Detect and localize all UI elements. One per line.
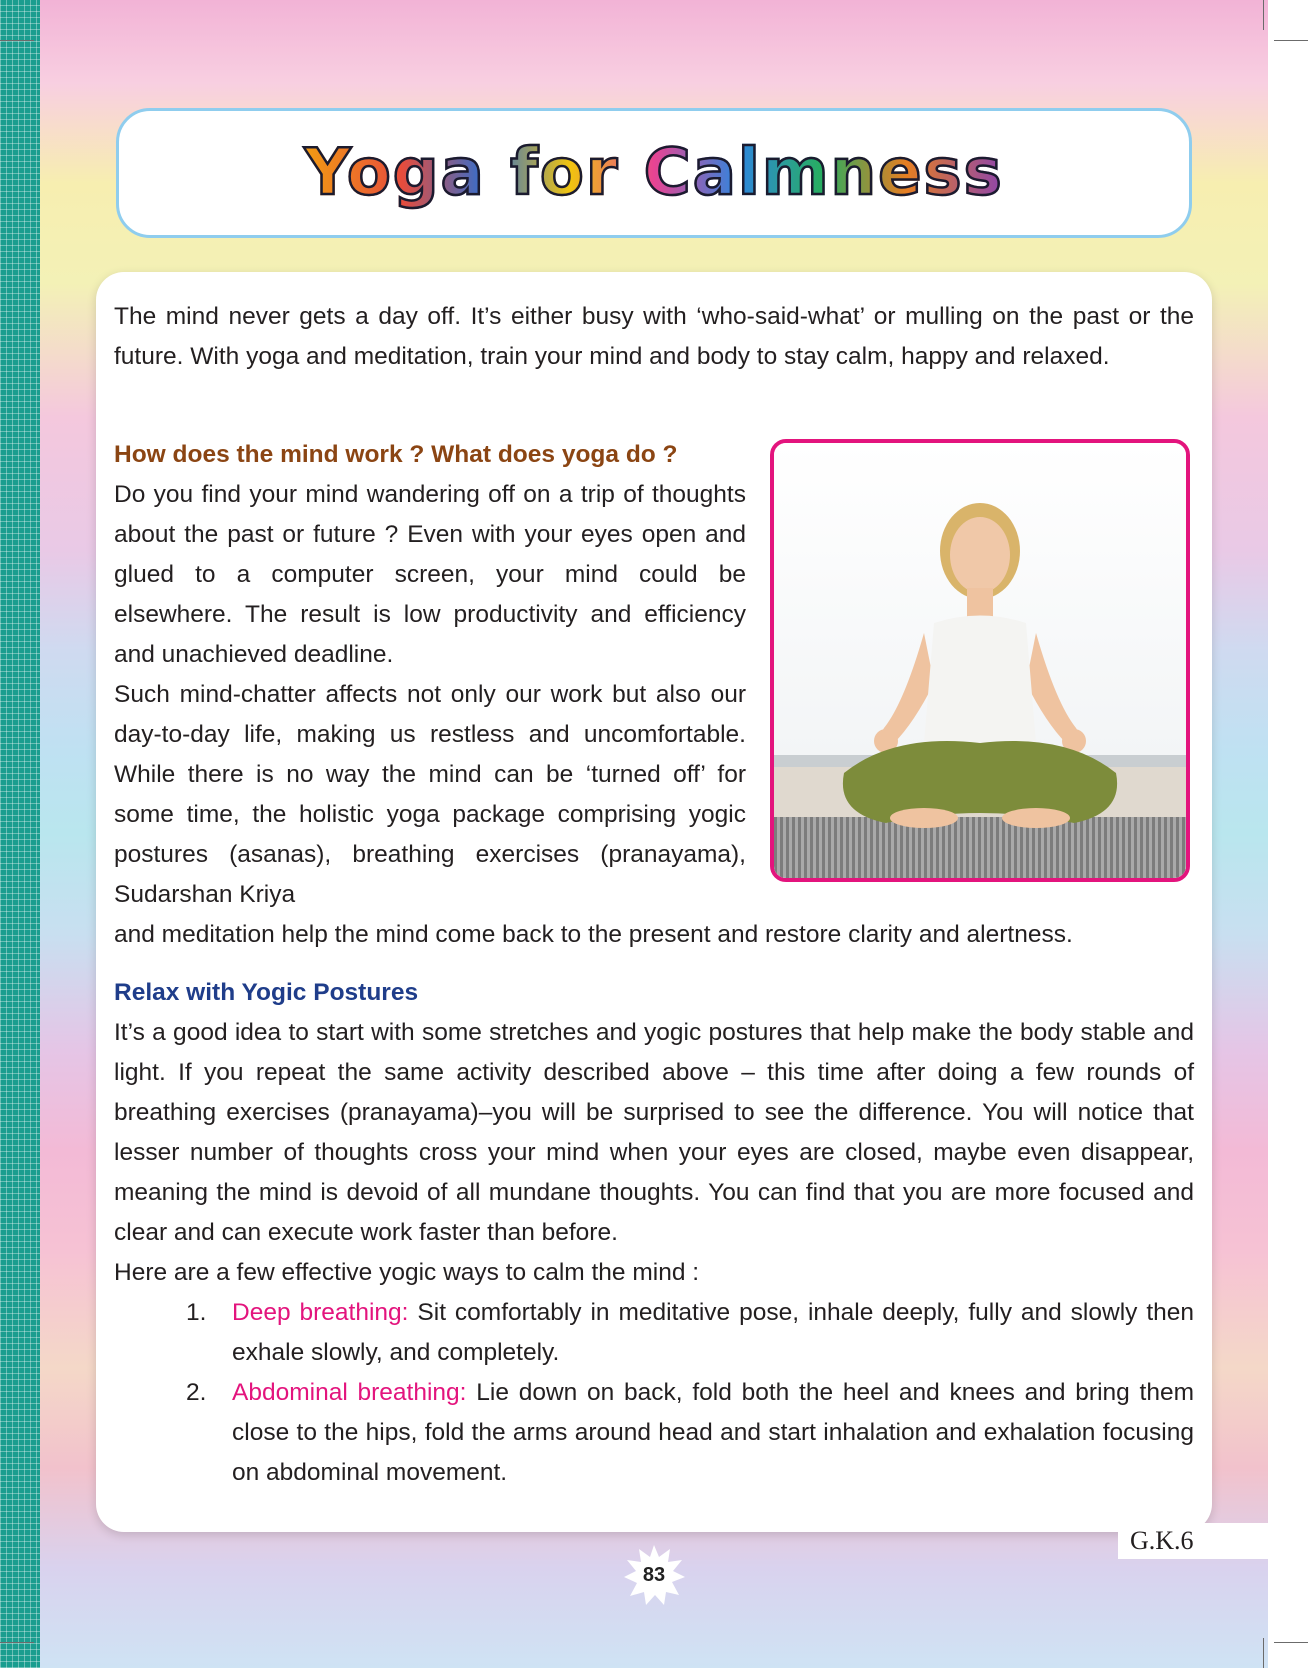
meditating-woman-illustration: [774, 443, 1186, 878]
list-number: 2.: [186, 1379, 207, 1406]
mind-paragraph-2-end: and meditation help the mind come back to the present and restore clarity and alertness.: [114, 921, 1073, 948]
list-term: Abdominal breathing:: [232, 1379, 467, 1406]
list-lead: Here are a few effective yogic ways to calm the mind :: [114, 1259, 700, 1286]
mind-paragraph-1: Do you find your mind wandering off on a trip of thoughts about the past or future ? Even with your eyes open and glued to a computer screen, your mind could be elsewhere. The result is low productivity and efficiency and unachieved deadline.: [114, 481, 746, 668]
postures-paragraph: It’s a good idea to start with some stretches and yogic postures that help make the body stable and light. If you repeat the same activity described above – this time after doing a few rounds of breathing exercises (pranayama)–you will be surprised to see the difference. You will notice that lesser number of thoughts cross your mind when your eyes are closed, maybe even disappear, meaning the mind is devoid of all mundane thoughts. You can find that you are more focused and clear and can execute work faster than before.: [114, 1019, 1194, 1246]
title-banner: [116, 108, 1192, 238]
list-number: 1.: [186, 1299, 207, 1326]
book-code: G.K.6: [1118, 1523, 1280, 1559]
mind-paragraph-2: Such mind-chatter affects not only our work but also our day-to-day life, making us restless and uncomfortable. While there is no way the mind can be ‘turned off’ for some time, the holistic yoga package comprising yogic postures (asanas), breathing exercises (pranayama), Sudarshan Kriya: [114, 681, 746, 908]
section-heading-postures: Relax with Yogic Postures: [114, 979, 419, 1006]
binding-strip: [0, 0, 40, 1668]
page-number-badge: [622, 1543, 686, 1607]
list-item: [186, 1373, 1194, 1493]
page-title: Yoga for Calmness: [304, 136, 1004, 210]
intro-paragraph: The mind never gets a day off. It’s either busy with ‘who-said-what’ or mulling on the past or the future. With yoga and meditation, train your mind and body to stay calm, happy and relaxed.: [114, 303, 1194, 370]
crop-mark: [0, 1642, 34, 1643]
crop-mark: [1274, 40, 1308, 41]
crop-mark: [1263, 0, 1264, 30]
section-heading-mind: How does the mind work ? What does yoga do ?: [114, 441, 678, 468]
crop-mark: [1263, 1638, 1264, 1668]
list-term: Deep breathing:: [232, 1299, 409, 1326]
crop-mark: [0, 40, 34, 41]
yogic-ways-list: [186, 1293, 1194, 1493]
meditation-photo: [770, 439, 1190, 882]
list-text: Sit comfortably in meditative pose, inhale deeply, fully and slowly then exhale slowly, and completely.: [232, 1299, 1194, 1366]
crop-mark: [1274, 1642, 1308, 1643]
page-number: 83: [642, 1563, 666, 1586]
list-item: [186, 1293, 1194, 1373]
list-text: Lie down on back, fold both the heel and knees and bring them close to the hips, fold the arms around head and start inhalation and exhalation focusing on abdominal movement.: [232, 1379, 1194, 1486]
